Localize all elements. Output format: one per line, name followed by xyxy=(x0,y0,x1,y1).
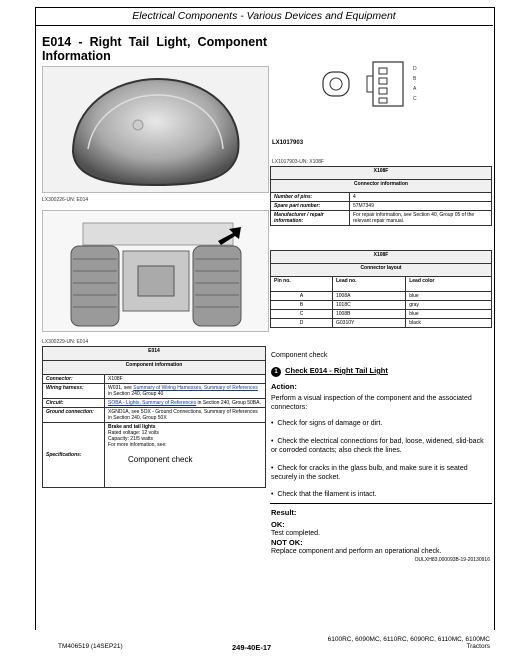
check-bullet-1: • Check for signs of damage or dirt. xyxy=(271,420,383,427)
ok-label: OK: xyxy=(271,520,285,529)
check-heading: Component check xyxy=(271,352,328,359)
connector-code: LX1017903 xyxy=(272,140,304,146)
footer-page-number: 249-40E-17 xyxy=(232,643,272,652)
check-step-title: Check E014 - Right Tail Light xyxy=(285,366,388,375)
notok-label: NOT OK: xyxy=(271,538,303,547)
connector-info-subtitle: Connector information xyxy=(271,180,492,193)
table-row: C 1008B blue xyxy=(271,310,492,319)
table-row: Ground connection: XGND1A, see 5OX - Ground Connections, Summary of References in Section 240, Group 50X xyxy=(43,408,266,423)
table-row: Number of pins: 4 xyxy=(271,193,492,202)
component-info-subtitle: Component information xyxy=(43,361,266,375)
column-header: Lead no. xyxy=(333,277,406,292)
result-separator xyxy=(270,503,492,504)
reference-code: OULXH83,000093B-19-20130916 xyxy=(414,557,490,563)
table-row: Spare part number: 57M7349 xyxy=(271,202,492,211)
component-info-title: E014 xyxy=(43,347,266,361)
section-title: E014 - Right Tail Light, Component Information xyxy=(42,35,267,63)
footer-right: 6100RC, 6090MC, 6110RC, 6090RC, 6110MC, 6100MC Tractors xyxy=(327,636,490,650)
column-header: Lead color xyxy=(406,277,492,292)
table-row: B 1018C gray xyxy=(271,301,492,310)
circuit-link[interactable]: SOBA - Lights, Summary of References xyxy=(108,400,197,406)
component-check-link[interactable]: Component check xyxy=(128,455,193,464)
table-row: Specifications: Brake and tail lights Rated voltage: 12 volts Capacity: 21/5 watts For more information, see: Component check xyxy=(43,423,266,488)
connector-diagram xyxy=(315,58,425,110)
column-header: Pin no. xyxy=(271,277,333,292)
connector-layout-table xyxy=(270,250,492,328)
table-row: Connector: X108F xyxy=(43,375,266,384)
notok-text: Replace component and perform an operational check. xyxy=(271,548,442,555)
connector-layout-title: X108F xyxy=(271,251,492,264)
check-bullet-2: • Check the electrical connections for bad, loose, widened, slid-back or corroded contacts; also check the lines. xyxy=(271,438,484,454)
pin-label-b: B xyxy=(413,76,417,82)
component-info-table xyxy=(42,346,266,488)
check-bullet-3: • Check for cracks in the glass bulb, and make sure it is seated securely in the socket. xyxy=(271,465,468,481)
connector-caption: LX1017903-UN: X108F xyxy=(272,159,324,165)
tail-light-caption: LX300226-UN: E014 xyxy=(42,197,89,203)
tail-light-image xyxy=(42,66,269,193)
tractor-rear-image xyxy=(42,210,269,332)
connector-info-table xyxy=(270,166,492,226)
check-bullet-4: • Check that the filament is intact. xyxy=(271,491,377,498)
footer-left: TM406519 (14SEP21) xyxy=(58,643,123,650)
page-header: Electrical Components - Various Devices and Equipment xyxy=(35,7,493,26)
table-row: A 1008A blue xyxy=(271,292,492,301)
table-row: Manufacturer / repair information: For repair information, see Section 40, Group 05 of the relevant repair manual. xyxy=(271,211,492,226)
pin-label-d: D xyxy=(413,66,417,72)
tractor-caption: LX300229-UN: E014 xyxy=(42,339,89,345)
action-label: Action: xyxy=(271,382,297,391)
check-step[interactable] xyxy=(271,366,388,377)
table-row: Circuit: SOBA - Lights, Summary of References in Section 240, Group 50BA. xyxy=(43,399,266,408)
connector-info-title: X108F xyxy=(271,167,492,180)
pin-label-a: A xyxy=(413,86,417,92)
check-intro: Perform a visual inspection of the component and the associated connectors: xyxy=(271,395,472,411)
table-row: Wiring harness: W031, see Summary of Wiring Harnesses, Summary of References in Section 240, Group 40 xyxy=(43,384,266,399)
connector-layout-subtitle: Connector layout xyxy=(271,264,492,277)
table-row: D G0310Y black xyxy=(271,319,492,328)
ok-text: Test completed. xyxy=(271,530,321,537)
pin-label-c: C xyxy=(413,96,417,102)
result-label: Result: xyxy=(271,508,297,517)
wiring-harness-link[interactable]: Summary of Wiring Harnesses, Summary of References xyxy=(133,385,258,391)
step-number-badge: 1 xyxy=(271,367,281,377)
